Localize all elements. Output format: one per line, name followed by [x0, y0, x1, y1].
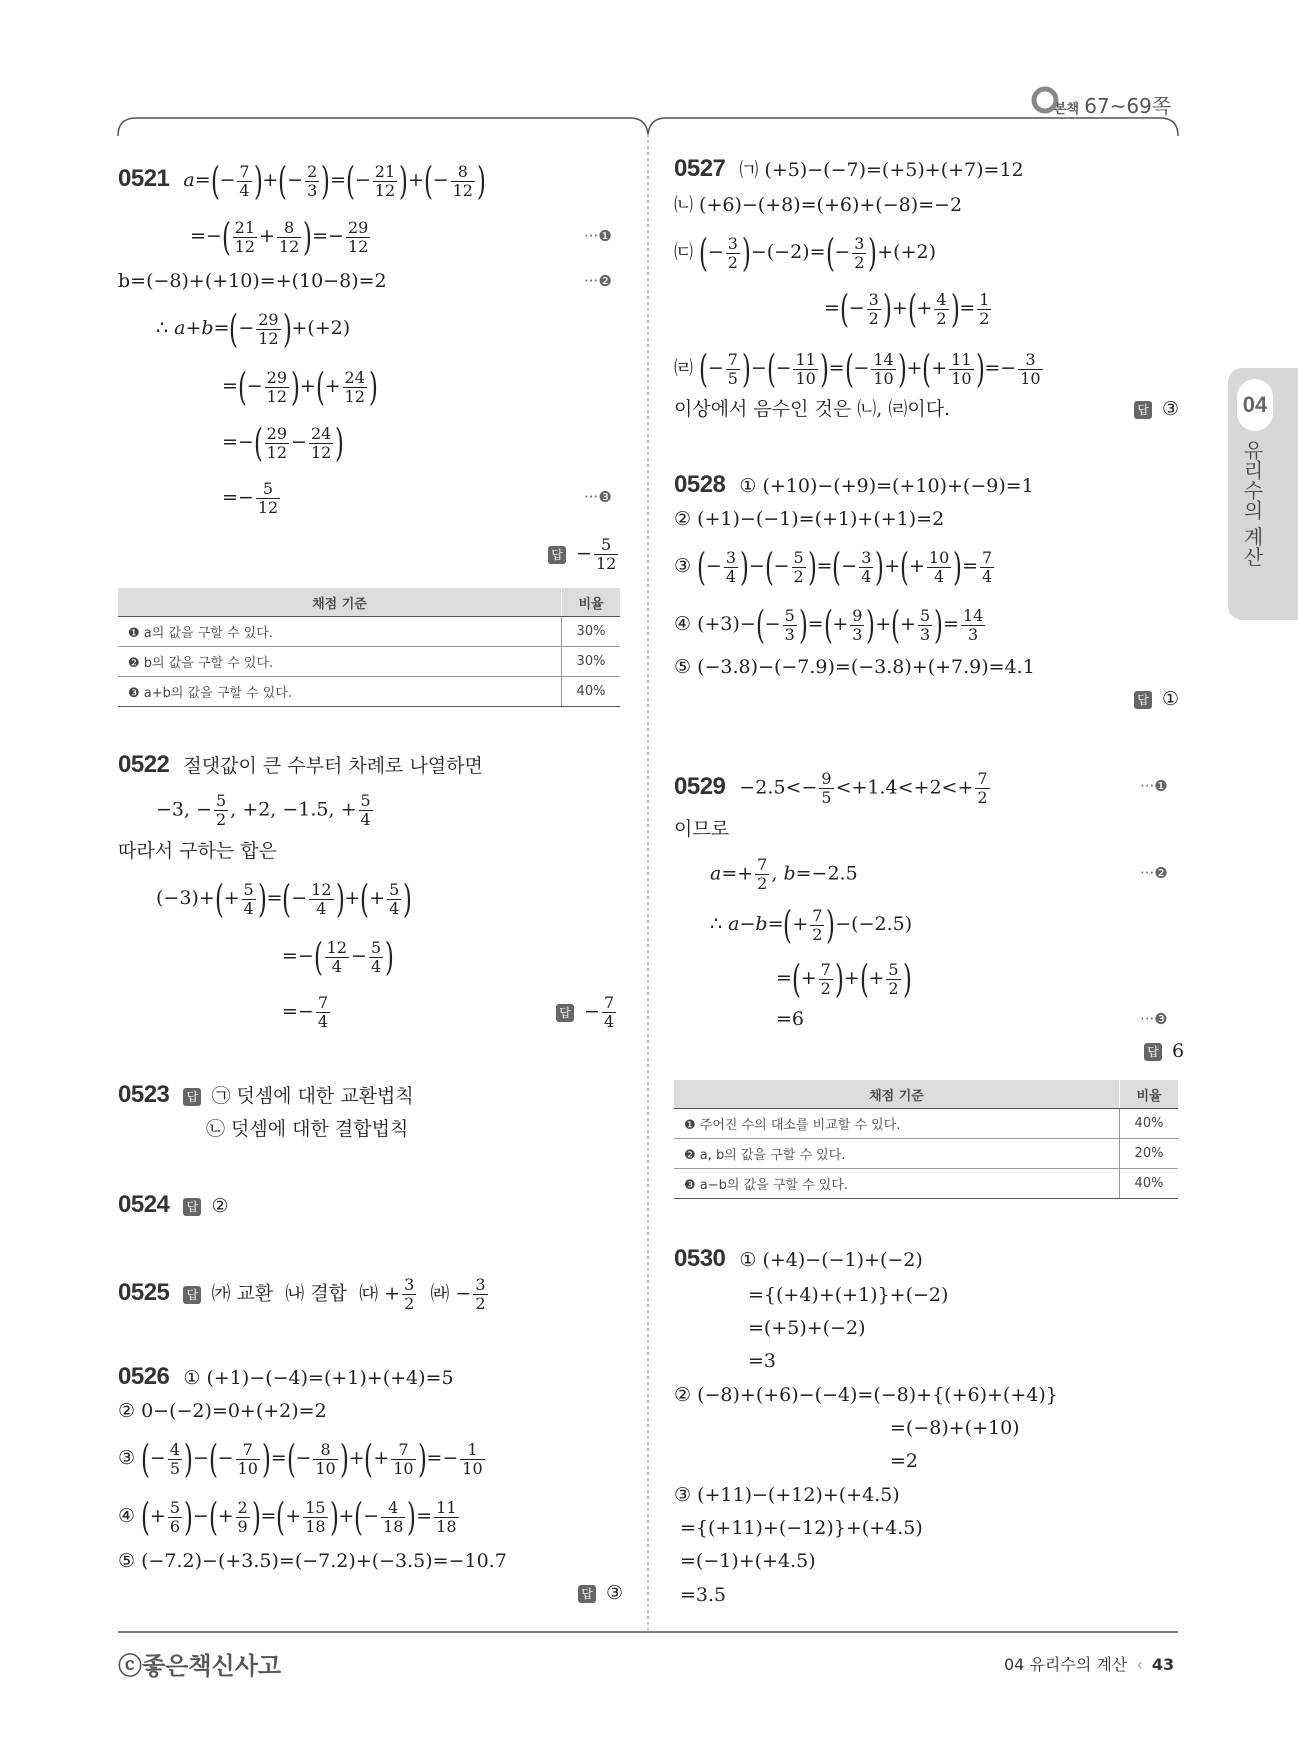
problem-0522-line-4: (−3)+(+ $\frac{5}{4}$ )=(− $\frac{12}{4}$ )+(+ $\frac{5}{4}$ ) — [156, 877, 413, 921]
step-mark-2: ···❷ — [1140, 864, 1168, 882]
table-row: ❶ 주어진 수의 대소를 비교할 수 있다. 40% — [674, 1109, 1178, 1139]
page-number: 43 — [1151, 1655, 1175, 1674]
problem-0530-line-8: ③ (+11)−(+12)+(+4.5) — [674, 1484, 900, 1506]
problem-0530-line-2: ={(+4)+(+1)}+(−2) — [748, 1284, 949, 1306]
rubric-table-0521 — [118, 588, 620, 707]
problem-0529-line-3: a=+ $\frac{7}{2}$ , b=−2.5 — [710, 855, 858, 893]
problem-0527-line-1: 0527 ㈀ (+5)−(−7)=(+5)+(+7)=12 — [674, 155, 1024, 182]
problem-0530-line-1: 0530 ① (+4)−(−1)+(−2) — [674, 1245, 923, 1272]
problem-0526-line-1: 0526 ① (+1)−(−4)=(+1)+(+4)=5 — [118, 1363, 454, 1390]
problem-0528-line-1: 0528 ① (+10)−(+9)=(+10)+(−9)=1 — [674, 471, 1034, 498]
problem-0529-line-6: =6 — [776, 1008, 805, 1030]
problem-0530-line-5: ② (−8)+(+6)−(−4)=(−8)+{(+6)+(+4)} — [674, 1384, 1058, 1406]
table-row: ❶ a의 값을 구할 수 있다. 30% — [118, 617, 620, 647]
problem-0521-line-b: b=(−8)+(+10)=+(10−8)=2 — [118, 270, 387, 292]
problem-0528-line-3: ③ (− $\frac{3}{4}$ )−(− $\frac{5}{2}$ )=(− $\frac{3}{4}$ )+(+ $\frac{10}{4}$ )= $\frac{7}{4}$ — [674, 545, 993, 589]
problem-0522-line-2: −3, − $\frac{5}{2}$ , +2, −1.5, + $\frac{5}{4}$ — [156, 791, 371, 829]
problem-0522-line-5: =−( $\frac{12}{4}$ − $\frac{5}{4}$ ) — [282, 935, 395, 979]
problem-0527-line-6: 이상에서 음수인 것은 ㈁, ㈃이다. — [674, 398, 951, 420]
problem-0523-line-1: 0523 답 ㉠ 덧셈에 대한 교환법칙 — [118, 1081, 414, 1108]
problem-0530-line-3: =(+5)+(−2) — [748, 1317, 866, 1339]
publisher-logo: ⓒ좋은책신사고 — [118, 1652, 282, 1680]
answer-0521: 답 − $\frac{5}{12}$ — [548, 536, 620, 573]
problem-0521-line-5: =−( $\frac{29}{12}$ − $\frac{24}{12}$ ) — [222, 421, 345, 465]
problem-0524-line: 0524 답 ② — [118, 1191, 229, 1218]
problem-0526-line-4: ④ (+ $\frac{5}{6}$ )−(+ $\frac{2}{9}$ )=(+ $\frac{15}{18}$ )+(− $\frac{4}{18}$ )= $\frac{11}{18}$ — [118, 1495, 457, 1539]
problem-0530-line-11: =3.5 — [680, 1584, 727, 1606]
footer-chapter: 04 유리수의 계산 ‹ 43 — [1004, 1655, 1175, 1674]
problem-0521-line-1: 0521 a=(− $\frac{7}{4}$ )+(− $\frac{2}{3}$ )=(− $\frac{21}{12}$ )+(− $\frac{8}{12}$ ) — [118, 159, 486, 203]
problem-0521-line-3: ∴ a+b=(− $\frac{29}{12}$ )+(+2) — [156, 307, 351, 351]
answer-0527: 답 ③ — [1134, 394, 1179, 424]
rubric-header-criteria: 채점 기준 — [118, 588, 562, 617]
rubric-table-0529: 채점 기준 비율 ❶ 주어진 수의 대소를 비교할 수 있다. 40% ❷ a, b의 값을 구할 수 있다. 20% ❸ a−b의 값을 구할 수 있다. 40% — [674, 1080, 1178, 1199]
problem-0530-line-6: =(−8)+(+10) — [890, 1417, 1020, 1439]
problem-0528-line-2: ② (+1)−(−1)=(+1)+(+1)=2 — [674, 508, 945, 530]
problem-number: 0521 — [118, 165, 170, 192]
answer-0526: 답 ③ — [578, 1578, 623, 1608]
chapter-number: 04 — [1237, 379, 1273, 431]
problem-0522-line-6: =− $\frac{7}{4}$ — [282, 993, 329, 1031]
page-reference — [1054, 90, 1171, 119]
table-row: ❷ a, b의 값을 구할 수 있다. 20% — [674, 1139, 1178, 1169]
step-mark-1: ···❶ — [1140, 777, 1168, 795]
problem-0523-line-2: ㉡ 덧셈에 대한 결합법칙 — [206, 1118, 409, 1140]
problem-0529-line-4: ∴ a−b=(+ $\frac{7}{2}$ )−(−2.5) — [710, 903, 913, 947]
problem-0528-line-5: ⑤ (−3.8)−(−7.9)=(−3.8)+(+7.9)=4.1 — [674, 656, 1035, 678]
problem-0526-line-3: ③ (− $\frac{4}{5}$ )−(− $\frac{7}{10}$ )=(− $\frac{8}{10}$ )+(+ $\frac{7}{10}$ )=− $\frac{1}{10}$ — [118, 1437, 483, 1481]
problem-0527-line-5: ㈃ (− $\frac{7}{5}$ )−(− $\frac{11}{10}$ )=(− $\frac{14}{10}$ )+(+ $\frac{11}{10}$ )=− $\frac{3}{10}$ — [674, 347, 1041, 391]
problem-0530-line-7: =2 — [890, 1450, 919, 1472]
problem-0521-line-2: =−( $\frac{21}{12}$ + $\frac{8}{12}$ )=− $\frac{29}{12}$ — [190, 215, 369, 259]
problem-0529-line-1: 0529 −2.5<− $\frac{9}{5}$ <+1.4<+2<+ $\frac{7}{2}$ — [674, 769, 988, 807]
problem-0530-line-9: ={(+11)+(−12)}+(+4.5) — [680, 1517, 923, 1539]
step-mark-1: ···❶ — [584, 227, 612, 245]
answer-0522: 답 − $\frac{7}{4}$ — [556, 994, 618, 1031]
problem-0530-line-10: =(−1)+(+4.5) — [680, 1550, 816, 1572]
ref-pages: 67~69쪽 — [1084, 94, 1172, 118]
rubric-header-ratio: 비율 — [562, 588, 621, 617]
problem-0521-line-6: =− $\frac{5}{12}$ — [222, 479, 279, 517]
problem-0530-line-4: =3 — [748, 1350, 777, 1372]
table-row: ❸ a−b의 값을 구할 수 있다. 40% — [674, 1169, 1178, 1199]
ref-label: 본책 — [1054, 102, 1080, 117]
answer-icon: 답 — [548, 546, 566, 564]
chevron-left-icon: ‹ — [1136, 1655, 1143, 1674]
problem-0529-line-5: =(+ $\frac{7}{2}$ )+(+ $\frac{5}{2}$ ) — [776, 957, 912, 1001]
problem-0521-line-4: =(− $\frac{29}{12}$ )+(+ $\frac{24}{12}$ ) — [222, 365, 378, 409]
problem-0527-line-3: ㈂ (− $\frac{3}{2}$ )−(−2)=(− $\frac{3}{2}$ )+(+2) — [674, 231, 937, 275]
answer-0528: 답 ① — [1134, 684, 1179, 714]
problem-0522-line-3: 따라서 구하는 합은 — [118, 840, 277, 862]
problem-0526-line-2: ② 0−(−2)=0+(+2)=2 — [118, 1400, 327, 1422]
problem-0522-line-1: 0522 절댓값이 큰 수부터 차례로 나열하면 — [118, 751, 483, 778]
chapter-title: 유리수의 계산 — [1240, 440, 1264, 567]
problem-0527-line-4: =(− $\frac{3}{2}$ )+(+ $\frac{4}{2}$ )= $\frac{1}{2}$ — [824, 287, 990, 331]
step-mark-2: ···❷ — [584, 272, 612, 290]
problem-0525-line: 0525 답 ㈎ 교환 ㈏ 결합 ㈐ + $\frac{3}{2}$ ㈑ − $\frac{3}{2}$ — [118, 1275, 486, 1313]
problem-0526-line-5: ⑤ (−7.2)−(+3.5)=(−7.2)+(−3.5)=−10.7 — [118, 1550, 507, 1572]
table-row: ❷ b의 값을 구할 수 있다. 30% — [118, 647, 620, 677]
problem-0527-line-2: ㈁ (+6)−(+8)=(+6)+(−8)=−2 — [674, 194, 963, 216]
step-mark-3: ···❸ — [1140, 1010, 1168, 1028]
chapter-side-tab[interactable] — [1228, 368, 1298, 620]
problem-0529-line-2: 이므로 — [674, 818, 730, 840]
problem-0528-line-4: ④ (+3)−(− $\frac{5}{3}$ )=(+ $\frac{9}{3}$ )+(+ $\frac{5}{3}$ )= $\frac{14}{3}$ — [674, 603, 984, 647]
answer-0529: 답 6 — [1144, 1036, 1184, 1066]
step-mark-3: ···❸ — [584, 488, 612, 506]
table-row: ❸ a+b의 값을 구할 수 있다. 40% — [118, 677, 620, 707]
